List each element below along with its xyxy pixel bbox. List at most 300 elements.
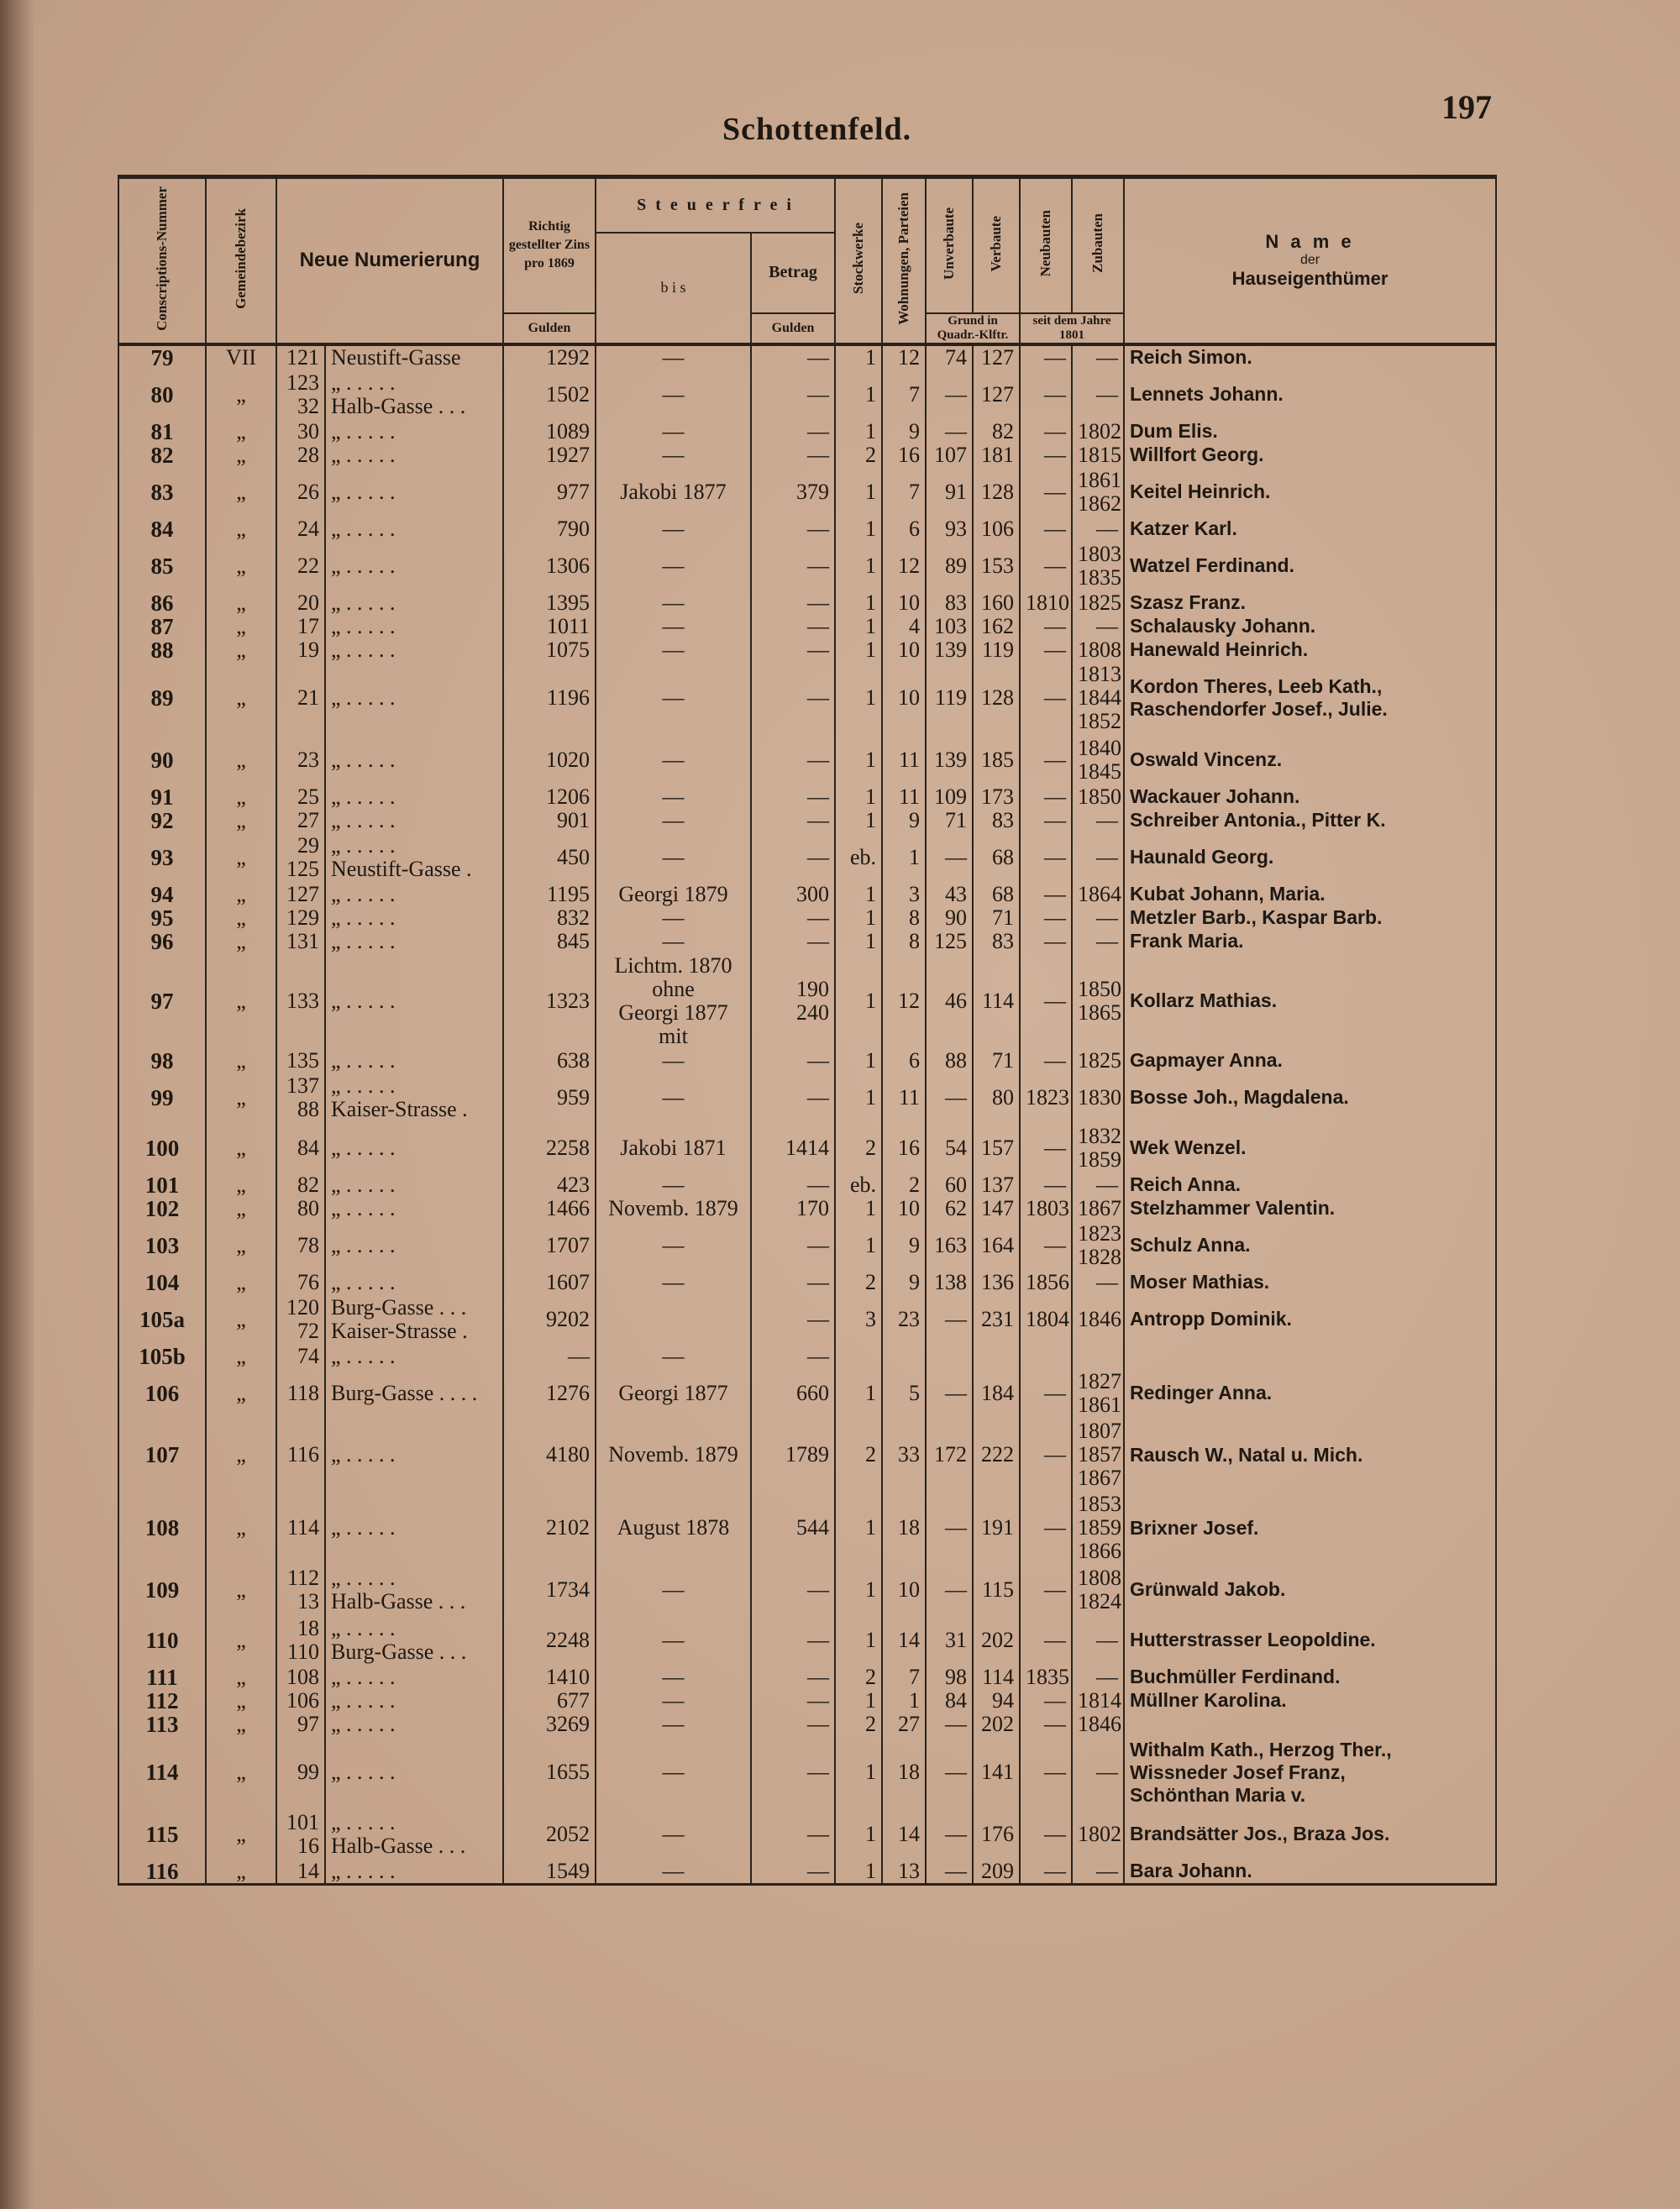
cell-unverbaute	[926, 1809, 973, 1860]
cell-verbaute-line: 202	[981, 1711, 1015, 1736]
cell-steuerfrei-betrag	[751, 615, 835, 638]
cell-zins	[503, 1419, 596, 1492]
cell-gemeindebezirk-line: „	[236, 1172, 246, 1197]
cell-wohnungen	[882, 1073, 926, 1123]
cell-verbaute	[973, 1049, 1020, 1073]
cell-stockwerke	[835, 1271, 882, 1294]
cell-neubauten	[1020, 638, 1072, 662]
cell-steuerfrei-bis-line: ohne	[652, 976, 695, 1001]
cell-unverbaute	[926, 615, 973, 638]
cell-unverbaute-line: —	[945, 1306, 968, 1331]
cell-steuerfrei-bis	[596, 1809, 751, 1860]
cell-wohnungen	[882, 1123, 926, 1173]
table-row	[118, 785, 1496, 809]
cell-steuerfrei-betrag	[751, 1271, 835, 1294]
cell-gemeindebezirk-line: „	[236, 418, 246, 443]
cell-owner-name	[1124, 1419, 1496, 1492]
cell-zins	[503, 832, 596, 883]
cell-wohnungen-line: 13	[898, 1858, 921, 1883]
cell-owner-name	[1124, 1220, 1496, 1271]
cell-owner-name-line: Wissneder Josef Franz,	[1130, 1760, 1346, 1783]
cell-conscription-no	[118, 1220, 206, 1271]
cell-steuerfrei-bis	[596, 541, 751, 591]
cell-wohnungen-line: 9	[909, 1232, 921, 1257]
cell-wohnungen-line: 11	[898, 1084, 921, 1110]
table-row	[118, 1197, 1496, 1220]
cell-house-number	[276, 809, 325, 832]
cell-conscription-no-line: 102	[144, 1195, 180, 1221]
cell-wohnungen	[882, 930, 926, 953]
cell-street-line: „ . . . . .	[331, 1442, 396, 1467]
cell-house-number-line: 28	[297, 442, 319, 467]
cell-steuerfrei-betrag-line: —	[807, 807, 830, 832]
cell-unverbaute	[926, 883, 973, 906]
cell-steuerfrei-betrag	[751, 1173, 835, 1197]
cell-stockwerke	[835, 1368, 882, 1419]
cell-verbaute-line: 128	[981, 479, 1015, 504]
cell-unverbaute	[926, 1197, 973, 1220]
table-row	[118, 809, 1496, 832]
cell-verbaute-line: 184	[981, 1380, 1015, 1405]
cell-neubauten-line: 1835	[1026, 1664, 1070, 1689]
cell-zins-line: 845	[557, 928, 590, 953]
cell-verbaute-line: 106	[981, 516, 1015, 541]
cell-verbaute-line: 162	[981, 613, 1015, 638]
cell-verbaute-line: 153	[981, 553, 1015, 578]
cell-stockwerke	[835, 1736, 882, 1809]
cell-zins	[503, 1271, 596, 1294]
cell-verbaute	[973, 1713, 1020, 1736]
cell-owner-name	[1124, 1615, 1496, 1666]
cell-wohnungen-line: 10	[898, 637, 921, 662]
cell-house-number-line: 135	[286, 1047, 319, 1073]
cell-gemeindebezirk	[206, 809, 276, 832]
cell-steuerfrei-bis-line: Georgi 1877	[618, 1380, 728, 1405]
cell-conscription-no-line: 108	[144, 1515, 180, 1540]
col-steuerfrei: S t e u e r f r e i	[596, 177, 835, 233]
cell-house-number-line: 25	[297, 784, 319, 809]
cell-gemeindebezirk	[206, 1419, 276, 1492]
cell-wohnungen-line: 10	[898, 1195, 921, 1220]
cell-owner-name	[1124, 953, 1496, 1049]
cell-zubauten-line: 1865	[1078, 1000, 1122, 1025]
cell-conscription-no	[118, 1123, 206, 1173]
cell-conscription-no	[118, 1666, 206, 1689]
cell-steuerfrei-bis	[596, 1713, 751, 1736]
cell-street-line: „ . . . . .	[331, 479, 396, 504]
cell-gemeindebezirk-line: „	[236, 1306, 246, 1331]
cell-wohnungen	[882, 1419, 926, 1492]
cell-steuerfrei-betrag-line: —	[807, 516, 830, 541]
cell-zubauten	[1072, 1666, 1124, 1689]
cell-house-number-line: 123	[286, 370, 319, 395]
cell-verbaute-line: 119	[981, 637, 1015, 662]
cell-steuerfrei-bis-line: —	[662, 442, 685, 467]
cell-steuerfrei-betrag	[751, 1049, 835, 1073]
cell-verbaute	[973, 1123, 1020, 1173]
cell-zins	[503, 638, 596, 662]
cell-conscription-no-line: 106	[144, 1380, 180, 1406]
cell-unverbaute-line: 54	[945, 1135, 968, 1160]
cell-gemeindebezirk	[206, 1615, 276, 1666]
cell-wohnungen	[882, 1271, 926, 1294]
cell-unverbaute-line: —	[945, 381, 968, 407]
cell-conscription-no-line: 90	[150, 747, 174, 773]
cell-conscription-no-line: 100	[144, 1135, 180, 1161]
cell-zins	[503, 883, 596, 906]
cell-gemeindebezirk	[206, 785, 276, 809]
cell-owner-name-line: Redinger Anna.	[1130, 1382, 1273, 1404]
cell-steuerfrei-bis-line: —	[662, 1343, 685, 1368]
cell-stockwerke	[835, 662, 882, 735]
cell-owner-name-line: Kordon Theres, Leeb Kath.,	[1130, 675, 1383, 697]
cell-stockwerke-line: 1	[865, 1858, 877, 1883]
cell-stockwerke-line: 1	[865, 1047, 877, 1073]
cell-wohnungen-line: 3	[909, 881, 921, 906]
cell-zins-line: 1323	[546, 988, 590, 1013]
cell-zins-line: 4180	[546, 1442, 590, 1467]
cell-house-number	[276, 906, 325, 930]
cell-steuerfrei-betrag-line: —	[807, 1821, 830, 1846]
cell-conscription-no	[118, 370, 206, 420]
cell-zubauten	[1072, 662, 1124, 735]
cell-conscription-no	[118, 1713, 206, 1736]
cell-wohnungen	[882, 1860, 926, 1885]
cell-street-line: „ . . . . .	[331, 613, 396, 638]
cell-wohnungen-line: 14	[898, 1821, 921, 1846]
cell-zubauten	[1072, 930, 1124, 953]
cell-conscription-no	[118, 953, 206, 1049]
cell-owner-name	[1124, 1809, 1496, 1860]
cell-steuerfrei-betrag-line: —	[807, 1664, 830, 1689]
cell-conscription-no-line: 98	[150, 1047, 174, 1073]
cell-conscription-no	[118, 638, 206, 662]
cell-zins-line: 1466	[546, 1195, 590, 1220]
cell-stockwerke	[835, 1123, 882, 1173]
cell-zins	[503, 1713, 596, 1736]
col-conscriptions: Conscriptions-Nummer	[118, 177, 206, 344]
cell-verbaute-line: 209	[981, 1858, 1015, 1883]
cell-wohnungen	[882, 1049, 926, 1073]
cell-street-line: „ . . . . .	[331, 1047, 396, 1073]
cell-unverbaute-line: 91	[945, 479, 968, 504]
cell-steuerfrei-bis	[596, 1173, 751, 1197]
cell-gemeindebezirk-line: „	[236, 1047, 246, 1073]
cell-zubauten-line: —	[1096, 1269, 1119, 1294]
cell-owner-name-line: Withalm Kath., Herzog Ther.,	[1130, 1738, 1392, 1760]
cell-gemeindebezirk-line: „	[236, 1858, 246, 1883]
cell-verbaute	[973, 735, 1020, 785]
cell-zins	[503, 930, 596, 953]
cell-zubauten-line: 1867	[1078, 1466, 1122, 1490]
cell-house-number-line: 78	[297, 1232, 319, 1257]
cell-steuerfrei-bis-line: —	[662, 784, 685, 809]
cell-neubauten-line: —	[1044, 442, 1067, 467]
cell-owner-name	[1124, 1689, 1496, 1713]
cell-verbaute-line: 160	[981, 590, 1015, 615]
cell-verbaute-line: 136	[981, 1269, 1015, 1294]
cell-wohnungen	[882, 1197, 926, 1220]
cell-stockwerke-line: 1	[865, 1084, 877, 1110]
cell-stockwerke-line: 1	[865, 1821, 877, 1846]
cell-steuerfrei-betrag-line: —	[807, 637, 830, 662]
cell-owner-name-line: Kollarz Mathias.	[1130, 989, 1278, 1011]
cell-wohnungen	[882, 615, 926, 638]
cell-street	[325, 1294, 503, 1345]
col-stockwerke: Stockwerke	[835, 177, 882, 344]
cell-unverbaute	[926, 1294, 973, 1345]
cell-street	[325, 1220, 503, 1271]
cell-verbaute-line: 83	[992, 807, 1015, 832]
cell-zins	[503, 1809, 596, 1860]
cell-zubauten-line: 1853	[1078, 1492, 1122, 1516]
cell-wohnungen-line: 11	[898, 747, 921, 772]
cell-gemeindebezirk	[206, 1073, 276, 1123]
cell-street-line: „ . . . . .	[331, 442, 396, 467]
cell-steuerfrei-bis	[596, 1666, 751, 1689]
cell-stockwerke-line: 1	[865, 637, 877, 662]
cell-wohnungen-line: 10	[898, 685, 921, 710]
cell-neubauten-line: —	[1044, 881, 1067, 906]
cell-gemeindebezirk	[206, 344, 276, 370]
cell-verbaute	[973, 443, 1020, 467]
cell-conscription-no	[118, 1736, 206, 1809]
cell-neubauten-line: —	[1044, 928, 1067, 953]
cell-steuerfrei-bis	[596, 662, 751, 735]
cell-owner-name-line: Willfort Georg.	[1130, 443, 1264, 465]
cell-street	[325, 1736, 503, 1809]
cell-unverbaute-line: —	[945, 1711, 968, 1736]
cell-unverbaute-line: 103	[934, 613, 968, 638]
cell-neubauten	[1020, 1123, 1072, 1173]
cell-unverbaute-line: —	[945, 1084, 968, 1110]
cell-zins-line: 2248	[546, 1627, 590, 1652]
cell-stockwerke	[835, 1073, 882, 1123]
cell-steuerfrei-betrag	[751, 1713, 835, 1736]
cell-street-line: „ . . . . .	[331, 988, 396, 1013]
cell-steuerfrei-betrag-line: —	[807, 1306, 830, 1331]
cell-neubauten-line: 1804	[1026, 1306, 1070, 1331]
cell-street	[325, 1713, 503, 1736]
cell-zins-line: 1607	[546, 1269, 590, 1294]
col-betrag-unit: Gulden	[751, 313, 835, 344]
cell-gemeindebezirk-line: „	[236, 553, 246, 578]
cell-stockwerke	[835, 517, 882, 541]
cell-street-line: „ . . . . .	[331, 637, 396, 662]
cell-stockwerke	[835, 809, 882, 832]
cell-steuerfrei-bis-line: —	[662, 1821, 685, 1846]
cell-neubauten-line: —	[1044, 344, 1067, 370]
table-row	[118, 541, 1496, 591]
cell-zubauten	[1072, 1345, 1124, 1368]
cell-zins-line: 3269	[546, 1711, 590, 1736]
cell-owner-name-line: Frank Maria.	[1130, 930, 1244, 952]
cell-steuerfrei-bis-line: —	[662, 905, 685, 930]
cell-steuerfrei-betrag-line: —	[807, 1711, 830, 1736]
cell-unverbaute-line: 31	[945, 1627, 968, 1652]
cell-zubauten-line: 1850	[1078, 976, 1122, 1001]
table-row	[118, 1860, 1496, 1885]
cell-zins	[503, 1173, 596, 1197]
cell-verbaute	[973, 1666, 1020, 1689]
cell-owner-name	[1124, 467, 1496, 517]
cell-steuerfrei-bis	[596, 1860, 751, 1885]
cell-gemeindebezirk	[206, 735, 276, 785]
col-seit-dem: seit dem Jahre 1801	[1020, 313, 1124, 344]
cell-conscription-no	[118, 832, 206, 883]
cell-owner-name	[1124, 591, 1496, 615]
cell-street	[325, 1368, 503, 1419]
cell-steuerfrei-betrag	[751, 953, 835, 1049]
table-row	[118, 615, 1496, 638]
cell-stockwerke-line: 2	[865, 1135, 877, 1160]
cell-street	[325, 1173, 503, 1197]
cell-gemeindebezirk	[206, 953, 276, 1049]
table-row	[118, 1345, 1496, 1368]
table-row	[118, 1492, 1496, 1565]
cell-zubauten	[1072, 832, 1124, 883]
cell-steuerfrei-betrag-line: 190	[796, 976, 830, 1001]
cell-zubauten-line: 1850	[1078, 784, 1122, 809]
cell-steuerfrei-betrag-line: 300	[796, 881, 830, 906]
cell-zubauten	[1072, 1615, 1124, 1666]
cell-steuerfrei-bis-line: —	[662, 613, 685, 638]
cell-gemeindebezirk-line: „	[236, 479, 246, 504]
table-row	[118, 370, 1496, 420]
page-title: Schottenfeld.	[722, 112, 912, 147]
cell-wohnungen-line: 33	[898, 1442, 921, 1467]
cell-conscription-no-line: 80	[150, 381, 174, 407]
cell-steuerfrei-bis-line: Novemb. 1879	[608, 1195, 738, 1220]
cell-zubauten-line: 1867	[1078, 1195, 1122, 1220]
cell-gemeindebezirk	[206, 1736, 276, 1809]
cell-zins-line: 1195	[546, 881, 590, 906]
cell-steuerfrei-bis	[596, 344, 751, 370]
cell-unverbaute-line: 139	[934, 637, 968, 662]
cell-house-number	[276, 420, 325, 443]
cell-conscription-no-line: 94	[150, 881, 174, 907]
cell-verbaute	[973, 1345, 1020, 1368]
cell-conscription-no	[118, 420, 206, 443]
cell-steuerfrei-bis	[596, 1271, 751, 1294]
cell-unverbaute-line: 84	[945, 1687, 968, 1713]
cell-gemeindebezirk-line: „	[236, 637, 246, 662]
cell-steuerfrei-bis	[596, 467, 751, 517]
cell-street	[325, 1565, 503, 1615]
cell-house-number	[276, 1492, 325, 1565]
cell-street-line: „ . . . . .	[331, 516, 396, 541]
cell-steuerfrei-bis-line: Jakobi 1877	[620, 479, 727, 504]
cell-steuerfrei-bis-line: —	[662, 1664, 685, 1689]
cell-steuerfrei-betrag	[751, 1345, 835, 1368]
cell-gemeindebezirk-line: „	[236, 381, 246, 407]
cell-unverbaute-line: 60	[945, 1172, 968, 1197]
col-zubauten: Zubauten	[1072, 177, 1124, 313]
cell-verbaute-line: 80	[992, 1084, 1015, 1110]
cell-steuerfrei-bis-line: —	[662, 844, 685, 869]
cell-zubauten	[1072, 809, 1124, 832]
cell-zubauten-line: 1830	[1078, 1084, 1122, 1110]
cell-owner-name	[1124, 883, 1496, 906]
cell-steuerfrei-bis-line: —	[662, 928, 685, 953]
book-spine	[0, 0, 34, 2209]
cell-neubauten-line: —	[1044, 905, 1067, 930]
cell-unverbaute-line: 43	[945, 881, 968, 906]
cell-stockwerke	[835, 370, 882, 420]
cell-street-line: Kaiser-Strasse .	[331, 1096, 468, 1121]
cell-neubauten	[1020, 832, 1072, 883]
cell-zubauten-line: 1852	[1078, 709, 1122, 733]
cell-gemeindebezirk	[206, 1860, 276, 1885]
cell-owner-name-line: Brixner Josef.	[1130, 1516, 1259, 1539]
cell-steuerfrei-bis	[596, 1565, 751, 1615]
cell-wohnungen	[882, 1565, 926, 1615]
cell-steuerfrei-betrag	[751, 1220, 835, 1271]
col-gemeindebezirk: Gemeindebezirk	[206, 177, 276, 344]
cell-zubauten-line: —	[1096, 1760, 1119, 1784]
cell-unverbaute-line: 139	[934, 747, 968, 772]
cell-stockwerke	[835, 735, 882, 785]
cell-steuerfrei-bis-line: Georgi 1879	[618, 881, 728, 906]
cell-steuerfrei-betrag	[751, 591, 835, 615]
cell-zins-line: 677	[557, 1687, 590, 1713]
cell-steuerfrei-betrag	[751, 1368, 835, 1419]
cell-conscription-no	[118, 883, 206, 906]
cell-owner-name-line: Szasz Franz.	[1130, 591, 1247, 613]
cell-house-number	[276, 1345, 325, 1368]
cell-unverbaute	[926, 1345, 973, 1368]
cell-conscription-no	[118, 443, 206, 467]
cell-house-number	[276, 735, 325, 785]
cell-steuerfrei-bis	[596, 1220, 751, 1271]
cell-house-number	[276, 638, 325, 662]
cell-wohnungen-line: 10	[898, 1577, 921, 1602]
cell-gemeindebezirk	[206, 370, 276, 420]
cell-wohnungen	[882, 1666, 926, 1689]
table-row	[118, 1419, 1496, 1492]
cell-stockwerke	[835, 1809, 882, 1860]
cell-unverbaute	[926, 1492, 973, 1565]
table-row	[118, 953, 1496, 1049]
cell-street-line: „ . . . . .	[331, 832, 396, 858]
cell-house-number-line: 125	[286, 856, 319, 881]
cell-steuerfrei-bis-line: Novemb. 1879	[608, 1442, 738, 1467]
cell-zins	[503, 591, 596, 615]
cell-steuerfrei-bis-line: —	[662, 553, 685, 578]
cell-owner-name	[1124, 638, 1496, 662]
cell-wohnungen-line: 14	[898, 1627, 921, 1652]
cell-street-line: „ . . . . .	[331, 1172, 396, 1197]
cell-conscription-no-line: 104	[144, 1269, 180, 1295]
cell-wohnungen-line: 8	[909, 928, 921, 953]
cell-house-number	[276, 1368, 325, 1419]
cell-conscription-no	[118, 1689, 206, 1713]
cell-conscription-no-line: 101	[144, 1172, 180, 1198]
cell-wohnungen	[882, 638, 926, 662]
cell-stockwerke-line: 1	[865, 1627, 877, 1652]
cell-neubauten-line: —	[1044, 1172, 1067, 1197]
cell-unverbaute-line: 172	[934, 1442, 968, 1467]
cell-unverbaute-line: —	[945, 418, 968, 443]
cell-stockwerke-line: 1	[865, 747, 877, 772]
cell-house-number	[276, 930, 325, 953]
cell-house-number-line: 99	[297, 1760, 319, 1784]
cell-unverbaute	[926, 1565, 973, 1615]
cell-zins-line: 2102	[546, 1515, 590, 1540]
cell-conscription-no-line: 103	[144, 1232, 180, 1258]
cell-house-number	[276, 785, 325, 809]
table-row	[118, 344, 1496, 370]
